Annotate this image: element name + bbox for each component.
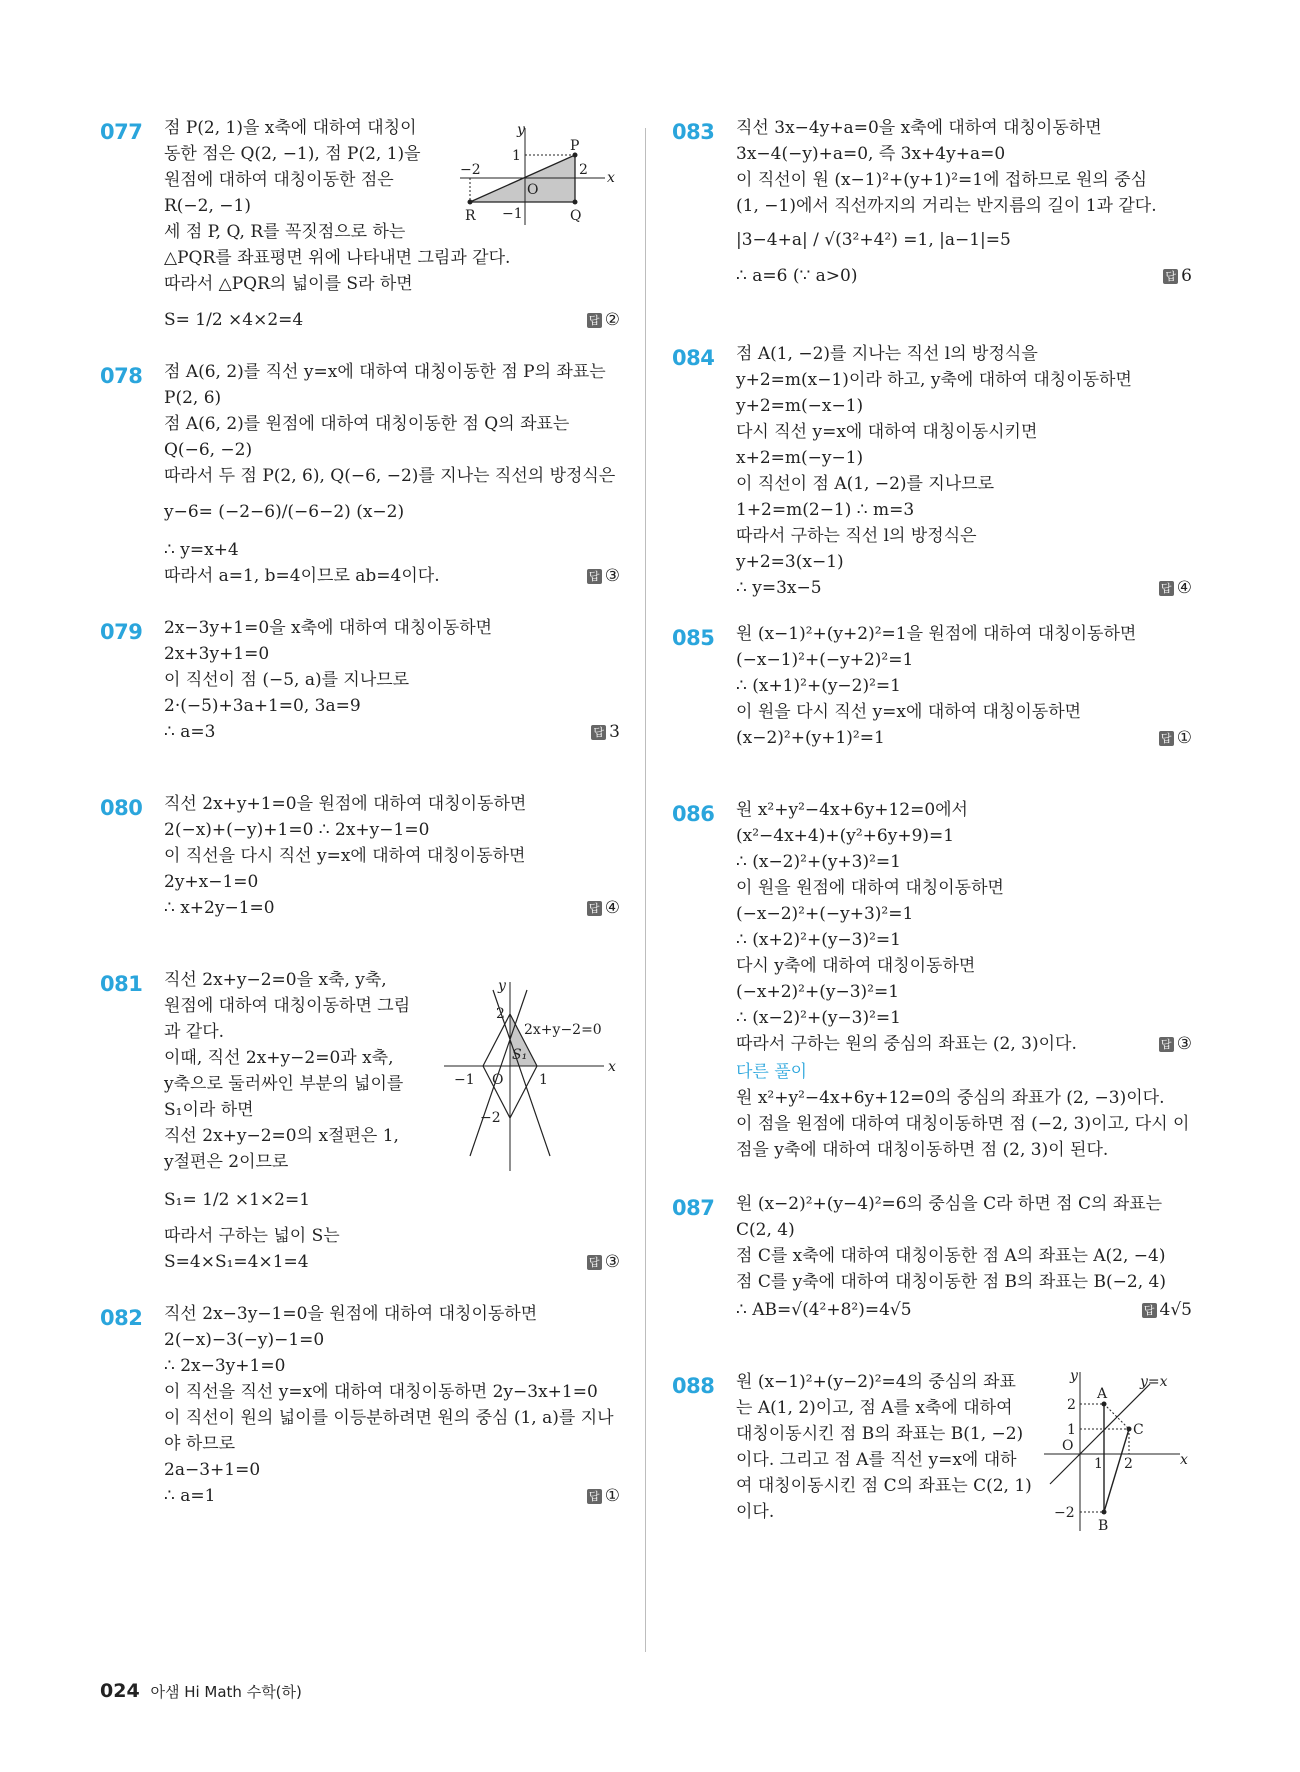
solution-line: 점 P(2, 1)을 x축에 대하여 대칭이: [164, 118, 417, 138]
solution-line: 따라서 △PQR의 넓이를 S라 하면: [164, 274, 413, 294]
solution-line: ∴ AB=√(4²+8²)=4√5: [736, 1300, 912, 1320]
origin-label: O: [1062, 1438, 1074, 1454]
solution-line: 이 직선을 다시 직선 y=x에 대하여 대칭이동하면: [164, 846, 526, 866]
solution-line: 원점에 대하여 대칭이동한 점은: [164, 170, 394, 190]
solution-line: 점을 y축에 대하여 대칭이동하면 점 (2, 3)이 된다.: [736, 1140, 1109, 1160]
solution-line: 원 (x−1)²+(y−2)²=4의 중심의 좌표: [736, 1372, 1016, 1392]
solution-line: y절편은 2이므로: [164, 1152, 289, 1172]
answer-badge: [587, 894, 620, 923]
solution-line: (1, −1)에서 직선까지의 거리는 반지름의 길이 1과 같다.: [736, 196, 1157, 216]
solution-line: 2·(−5)+3a+1=0, 3a=9: [164, 696, 361, 716]
equation-label: 2x+y−2=0: [524, 1022, 602, 1038]
answer-badge: [1163, 262, 1192, 291]
problem-number: 082: [100, 1306, 143, 1330]
answer-value: 3: [609, 722, 620, 742]
answer-value: ③: [604, 1252, 620, 1272]
solution-line: 대칭이동시킨 점 B의 좌표는 B(1, −2): [736, 1424, 1024, 1444]
solution-line: 2a−3+1=0: [164, 1460, 261, 1480]
answer-value: ④: [604, 898, 620, 918]
page-number: 024: [100, 1680, 140, 1702]
answer-badge: [1159, 1030, 1192, 1059]
solution-line: x+2=m(−y−1): [736, 448, 864, 468]
solution-line: 이 원을 다시 직선 y=x에 대하여 대칭이동하면: [736, 702, 1082, 722]
solution-line: ∴ (x+2)²+(y−3)²=1: [736, 930, 901, 950]
problem-number: 086: [672, 802, 715, 826]
tick-label: −2: [460, 162, 481, 178]
solution-line: ∴ 2x−3y+1=0: [164, 1356, 286, 1376]
solution-line: 여 대칭이동시킨 점 C의 좌표는 C(2, 1): [736, 1476, 1032, 1496]
solution-line: 직선 2x+y+1=0을 원점에 대하여 대칭이동하면: [164, 794, 527, 814]
solution-line: 이 직선이 원의 넓이를 이등분하려면 원의 중심 (1, a)를 지나: [164, 1408, 614, 1428]
problem-number: 087: [672, 1196, 715, 1220]
solution-line: y+2=m(−x−1): [736, 396, 864, 416]
answer-value: ①: [1176, 728, 1192, 748]
tick-label: 2: [579, 162, 588, 178]
solution-line: 따라서 구하는 넓이 S는: [164, 1226, 340, 1246]
solution-line: (x−2)²+(y+1)²=1: [736, 728, 885, 748]
tick-label: 2: [496, 1006, 505, 1022]
problem-number: 077: [100, 120, 143, 144]
answer-value: ①: [604, 1486, 620, 1506]
solution-line: ∴ (x+1)²+(y−2)²=1: [736, 676, 901, 696]
solution-line: 2x−3y+1=0을 x축에 대하여 대칭이동하면: [164, 618, 493, 638]
answer-value: 6: [1181, 266, 1192, 286]
label-a: A: [1097, 1386, 1108, 1402]
solution-line: △PQR를 좌표평면 위에 나타내면 그림과 같다.: [164, 248, 511, 268]
book-title: 아샘 Hi Math 수학(하): [150, 1683, 302, 1701]
solution-line: y+2=3(x−1): [736, 552, 844, 572]
tick-label: −1: [502, 206, 523, 222]
solution-line: 이 직선을 직선 y=x에 대하여 대칭이동하면 2y−3x+1=0: [164, 1382, 598, 1402]
problem-number: 088: [672, 1374, 715, 1398]
answer-value: ③: [604, 566, 620, 586]
alternative-solution-heading: 다른 풀이: [736, 1062, 808, 1082]
solution-line: 이다. 그리고 점 A를 직선 y=x에 대하: [736, 1450, 1017, 1470]
solution-line: (−x−2)²+(−y+3)²=1: [736, 904, 914, 924]
problem-number: 083: [672, 120, 715, 144]
solution-line: (−x+2)²+(y−3)²=1: [736, 982, 900, 1002]
solution-line: 점 A(6, 2)를 원점에 대하여 대칭이동한 점 Q의 좌표는: [164, 414, 570, 434]
problem-number: 085: [672, 626, 715, 650]
answer-badge: [1159, 574, 1192, 603]
answer-value: ②: [604, 310, 620, 330]
column-divider: [645, 128, 646, 1652]
answer-icon: 답: [587, 569, 602, 584]
solution-line: 이때, 직선 2x+y−2=0과 x축,: [164, 1048, 394, 1068]
solution-line: 점 C를 x축에 대하여 대칭이동한 점 A의 좌표는 A(2, −4): [736, 1246, 1166, 1266]
solution-line: P(2, 6): [164, 388, 222, 408]
formula-line: S= 1/2 ×4×2=4: [164, 310, 304, 330]
solution-line: C(2, 4): [736, 1220, 795, 1240]
line-label: y=x: [1140, 1374, 1168, 1390]
solution-line: 2x+3y+1=0: [164, 644, 270, 664]
point-c: [1127, 1427, 1132, 1432]
tick-label: 2: [1067, 1397, 1076, 1413]
solution-line: 직선 2x+y−2=0을 x축, y축,: [164, 970, 387, 990]
solution-line: 세 점 P, Q, R를 꼭짓점으로 하는: [164, 222, 406, 242]
solution-line: 따라서 두 점 P(2, 6), Q(−6, −2)를 지나는 직선의 방정식은: [164, 466, 616, 486]
answer-badge: [587, 562, 620, 591]
solution-line: ∴ x+2y−1=0: [164, 898, 275, 918]
tick-label: 1: [1094, 1456, 1103, 1472]
solution-line: 원점에 대하여 대칭이동하면 그림: [164, 996, 411, 1016]
points-abc-figure: [1040, 1366, 1192, 1536]
solution-line: 3x−4(−y)+a=0, 즉 3x+4y+a=0: [736, 144, 1006, 164]
answer-badge: [587, 306, 620, 335]
answer-icon: 답: [1159, 581, 1174, 596]
tick-label: 1: [1067, 1422, 1076, 1438]
solution-line: Q(−6, −2): [164, 440, 253, 460]
solution-line: 따라서 구하는 직선 l의 방정식은: [736, 526, 977, 546]
label-p: P: [570, 138, 580, 154]
solution-line: 과 같다.: [164, 1022, 225, 1042]
point-r: [468, 200, 473, 205]
solution-line: S₁이라 하면: [164, 1100, 254, 1120]
solution-line: (−x−1)²+(−y+2)²=1: [736, 650, 914, 670]
solution-line: 동한 점은 Q(2, −1), 점 P(2, 1)을: [164, 144, 421, 164]
answer-icon: 답: [587, 1489, 602, 1504]
tick-label: −2: [480, 1110, 501, 1126]
solution-line: 직선 2x−3y−1=0을 원점에 대하여 대칭이동하면: [164, 1304, 538, 1324]
solution-line: ∴ a=3: [164, 722, 216, 742]
answer-badge: [1142, 1296, 1192, 1325]
solution-line: (x²−4x+4)+(y²+6y+9)=1: [736, 826, 955, 846]
y-axis-label: y: [517, 122, 525, 138]
x-axis-label: x: [608, 1059, 616, 1075]
answer-badge: [591, 718, 620, 747]
answer-badge: [1159, 724, 1192, 753]
problem-number: 081: [100, 972, 143, 996]
formula-line: y−6= (−2−6)/(−6−2) (x−2): [164, 502, 405, 522]
solution-line: y축으로 둘러싸인 부분의 넓이를: [164, 1074, 404, 1094]
solution-line: 직선 3x−4y+a=0을 x축에 대하여 대칭이동하면: [736, 118, 1102, 138]
answer-icon: 답: [1159, 1037, 1174, 1052]
answer-value: ④: [1176, 578, 1192, 598]
answer-icon: 답: [587, 901, 602, 916]
x-axis-label: x: [1180, 1452, 1188, 1468]
solution-line: ∴ y=x+4: [164, 540, 239, 560]
solution-line: 1+2=m(2−1) ∴ m=3: [736, 500, 915, 520]
solution-line: 2(−x)+(−y)+1=0 ∴ 2x+y−1=0: [164, 820, 430, 840]
solution-line: 원 x²+y²−4x+6y+12=0의 중심의 좌표가 (2, −3)이다.: [736, 1088, 1165, 1108]
solution-line: 이다.: [736, 1502, 775, 1522]
solution-line: 다시 직선 y=x에 대하여 대칭이동시키면: [736, 422, 1038, 442]
solution-line: ∴ a=1: [164, 1486, 216, 1506]
solution-line: 는 A(1, 2)이고, 점 A를 x축에 대하여: [736, 1398, 1013, 1418]
page-footer: [100, 1680, 302, 1702]
problem-number: 079: [100, 620, 143, 644]
tick-label: −2: [1054, 1505, 1075, 1521]
x-axis-label: x: [607, 170, 615, 186]
problem-number: 084: [672, 346, 715, 370]
label-c: C: [1133, 1422, 1144, 1438]
formula-line: |3−4+a| / √(3²+4²) =1, |a−1|=5: [736, 230, 1011, 250]
solution-line: 다시 y축에 대하여 대칭이동하면: [736, 956, 976, 976]
y-axis-label: y: [498, 978, 506, 994]
origin-label: O: [492, 1072, 504, 1088]
answer-icon: 답: [1142, 1303, 1157, 1318]
label-r: R: [465, 208, 476, 224]
solution-line: 이 원을 원점에 대하여 대칭이동하면: [736, 878, 1004, 898]
solution-line: 따라서 구하는 원의 중심의 좌표는 (2, 3)이다.: [736, 1034, 1077, 1054]
problem-number: 078: [100, 364, 143, 388]
y-axis-label: y: [1070, 1368, 1078, 1384]
triangle-pqr-figure: [455, 120, 620, 230]
solution-line: 점 A(6, 2)를 직선 y=x에 대하여 대칭이동한 점 P의 좌표는: [164, 362, 606, 382]
answer-value: 4√5: [1159, 1300, 1192, 1320]
problem-number: 080: [100, 796, 143, 820]
solution-line: 이 직선이 점 (−5, a)를 지나므로: [164, 670, 410, 690]
tick-label: 1: [512, 148, 521, 164]
tick-label: −1: [454, 1072, 475, 1088]
solution-line: 야 하므로: [164, 1434, 236, 1454]
point-a: [1102, 1402, 1107, 1407]
solution-line: 원 (x−1)²+(y+2)²=1을 원점에 대하여 대칭이동하면: [736, 624, 1137, 644]
origin-label: O: [527, 182, 539, 198]
tick-label: 2: [1124, 1456, 1133, 1472]
label-q: Q: [570, 208, 582, 224]
solution-line: ∴ (x−2)²+(y−3)²=1: [736, 1008, 901, 1028]
solution-line: 2(−x)−3(−y)−1=0: [164, 1330, 325, 1350]
solution-line: 이 직선이 점 A(1, −2)를 지나므로: [736, 474, 995, 494]
solution-line: S=4×S₁=4×1=4: [164, 1252, 309, 1272]
tick-label: 1: [539, 1072, 548, 1088]
answer-icon: 답: [591, 725, 606, 740]
answer-icon: 답: [1159, 731, 1174, 746]
solution-line: y+2=m(x−1)이라 하고, y축에 대하여 대칭이동하면: [736, 370, 1132, 390]
answer-badge: [587, 1482, 620, 1511]
solution-line: R(−2, −1): [164, 196, 251, 216]
solution-line: 원 (x−2)²+(y−4)²=6의 중심을 C라 하면 점 C의 좌표는: [736, 1194, 1163, 1214]
solution-line: 직선 2x+y−2=0의 x절편은 1,: [164, 1126, 399, 1146]
label-b: B: [1098, 1518, 1109, 1534]
answer-icon: 답: [1163, 269, 1178, 284]
solution-line: 원 x²+y²−4x+6y+12=0에서: [736, 800, 968, 820]
solution-line: 이 직선이 원 (x−1)²+(y+1)²=1에 접하므로 원의 중심: [736, 170, 1148, 190]
solution-line: 2y+x−1=0: [164, 872, 259, 892]
answer-value: ③: [1176, 1034, 1192, 1054]
answer-icon: 답: [587, 1255, 602, 1270]
point-q: [573, 200, 578, 205]
solution-line: 점 C를 y축에 대하여 대칭이동한 점 B의 좌표는 B(−2, 4): [736, 1272, 1166, 1292]
solution-line: 이 점을 원점에 대하여 대칭이동하면 점 (−2, 3)이고, 다시 이: [736, 1114, 1190, 1134]
answer-badge: [587, 1248, 620, 1277]
solution-line: ∴ (x−2)²+(y+3)²=1: [736, 852, 901, 872]
s1-label: S₁: [512, 1047, 528, 1063]
segment-ac: [1104, 1404, 1129, 1429]
solution-line: ∴ y=3x−5: [736, 578, 822, 598]
solution-line: ∴ a=6 (∵ a>0): [736, 266, 858, 286]
solution-line: 점 A(1, −2)를 지나는 직선 l의 방정식을: [736, 344, 1038, 364]
solution-line: 따라서 a=1, b=4이므로 ab=4이다.: [164, 566, 440, 586]
rhombus-figure: [440, 976, 620, 1176]
answer-icon: 답: [587, 313, 602, 328]
formula-line: S₁= 1/2 ×1×2=1: [164, 1190, 311, 1210]
point-b: [1102, 1510, 1107, 1515]
